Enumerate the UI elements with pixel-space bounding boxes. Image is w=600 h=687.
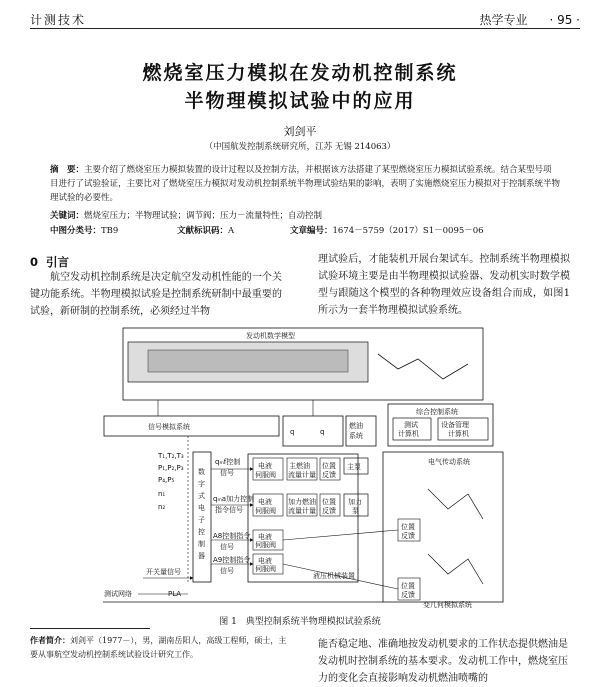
clc bbox=[50, 224, 118, 236]
link-5 bbox=[283, 530, 398, 540]
main-fuel-l1: 主燃油 bbox=[289, 462, 310, 470]
column-name: 热学专业 bbox=[479, 13, 528, 27]
body-left bbox=[30, 269, 282, 320]
page-number: · 95 · bbox=[549, 13, 580, 27]
doc-code bbox=[177, 224, 234, 236]
section-number: 0 bbox=[30, 255, 39, 269]
pos-1-l2: 反馈 bbox=[322, 471, 336, 479]
ctrl-c4: 电 bbox=[198, 504, 205, 512]
clc-label: 中图分类号： bbox=[50, 226, 102, 236]
qma-ctrl-2: 指令信号 bbox=[215, 506, 243, 514]
ab-pump-l1: 加力 bbox=[348, 498, 362, 506]
keywords-label: 关键词： bbox=[50, 211, 85, 221]
title-line-2: 半物理模拟试验中的应用 bbox=[184, 90, 416, 112]
keywords bbox=[50, 209, 322, 221]
section-title: 引言 bbox=[46, 255, 70, 269]
hydraulic-label: 液压机械装置 bbox=[313, 572, 355, 580]
link-6 bbox=[283, 564, 398, 589]
abstract bbox=[50, 163, 560, 205]
author: 刘剑平 bbox=[283, 125, 317, 138]
integrated-label: 综合控制系统 bbox=[416, 408, 458, 416]
valve-4-l2: 伺服阀 bbox=[255, 565, 276, 573]
test-computer-l2: 计算机 bbox=[398, 430, 419, 438]
figure-caption: 图 1 典型控制系统半物理模拟试验系统 bbox=[219, 617, 381, 627]
sig-1: T₁,T₂,T₃ bbox=[158, 452, 184, 460]
ctrl-c5: 子 bbox=[198, 516, 205, 524]
engine-core bbox=[148, 350, 348, 372]
body-bottom-text: 能否稳定地、准确地按发动机要求的工作状态提供燃油是发动机时控制系统的基本要求。发动机工作中，燃烧室压力的变化会直接影响发动机燃油喷嘴的 bbox=[318, 639, 568, 684]
keywords-text: 燃烧室压力；半物理试验；调节阀；压力－流量特性；自动控制 bbox=[84, 211, 323, 221]
article-number bbox=[290, 224, 484, 236]
section-heading bbox=[30, 254, 69, 270]
qmf-label-1: q bbox=[290, 428, 295, 436]
ab-fuel-l1: 加力燃油 bbox=[288, 498, 316, 506]
sig-3: P₄,P₅ bbox=[158, 476, 175, 484]
body-left-text: 航空发动机控制系统是决定航空发动机性能的一个关键功能系统。半物理模拟试验是控制系统研制中最重要的试验，新研制的控制系统，必须经过半物 bbox=[30, 272, 282, 317]
ctrl-c1: 数 bbox=[198, 468, 205, 476]
valve-1-l2: 伺服阀 bbox=[255, 471, 276, 479]
body-bottom-right bbox=[318, 636, 570, 687]
valve-2-l1: 电液 bbox=[258, 498, 272, 506]
page-header bbox=[30, 10, 580, 29]
qmf-ctrl-1: qₘf控制 bbox=[215, 458, 241, 466]
signal-sim-label: 信号模拟系统 bbox=[148, 423, 190, 431]
electric-label: 电气传动系统 bbox=[428, 458, 470, 466]
pos-3-l1: 位置 bbox=[401, 523, 415, 531]
qmf-ctrl-2: 信号 bbox=[220, 469, 234, 477]
engine-model-label: 发动机数学模型 bbox=[246, 332, 295, 340]
switch-label: 开关量信号 bbox=[146, 568, 181, 576]
sig-2: P₁,P₂,P₃ bbox=[158, 464, 184, 472]
abstract-label: 摘 要： bbox=[50, 165, 85, 175]
ab-pump-l2: 泵 bbox=[352, 507, 359, 515]
actuator-1 bbox=[428, 489, 483, 519]
valve-2-l2: 伺服阀 bbox=[255, 507, 276, 515]
footnote-label: 作者简介： bbox=[30, 636, 70, 645]
pos-4-l1: 位置 bbox=[401, 582, 415, 590]
a9-ctrl-2: 信号 bbox=[220, 567, 234, 575]
equip-computer-l2: 计算机 bbox=[448, 430, 469, 438]
header-right bbox=[457, 11, 580, 28]
system-diagram bbox=[98, 324, 510, 614]
engine-linkage bbox=[378, 354, 468, 379]
pos-3-l2: 反馈 bbox=[401, 532, 415, 540]
doc-value: A bbox=[228, 226, 235, 236]
title-line-1: 燃烧室压力模拟在发动机控制系统 bbox=[142, 62, 458, 84]
ctrl-c8: 器 bbox=[198, 552, 205, 560]
pos-2-l2: 反馈 bbox=[322, 507, 336, 515]
journal-name: 计测技术 bbox=[30, 13, 87, 27]
a8-ctrl-1: A8控制指令 bbox=[213, 532, 251, 540]
footnote-text: 刘剑平（1977－），男，湖南岳阳人，高级工程师，硕士，主要从事航空发动机控制系统试验设计研究工作。 bbox=[30, 636, 287, 659]
pos-1-l1: 位置 bbox=[322, 462, 336, 470]
abstract-text: 主要介绍了燃烧室压力模拟装置的设计过程以及控制方法，并根据该方法搭建了某型燃烧室压力模拟试验系统。结合某型号项目进行了试验验证，主要比对了燃烧室压力模拟对发动机控制系统半物理试验结果的影响，表明了实施燃烧室压力模拟对于控制系统半物理试验的必要性。 bbox=[50, 165, 561, 203]
fuel-system-label-2: 系统 bbox=[349, 432, 363, 440]
ctrl-c6: 控 bbox=[198, 528, 205, 536]
fuel-system-label-1: 燃油 bbox=[349, 422, 363, 430]
signal-sim-box bbox=[104, 416, 279, 436]
valve-1-l1: 电液 bbox=[258, 462, 272, 470]
ctrl-c2: 字 bbox=[198, 480, 205, 488]
ctrl-c7: 制 bbox=[198, 540, 205, 548]
pla-label: PLA bbox=[168, 590, 182, 598]
clc-value: TB9 bbox=[101, 226, 119, 236]
pos-4-l2: 反馈 bbox=[401, 591, 415, 599]
qma-ctrl-1: qₘa加力控制 bbox=[213, 495, 255, 503]
valve-3-l1: 电液 bbox=[258, 533, 272, 541]
fuel-system-box bbox=[346, 416, 376, 446]
footnote-rule bbox=[30, 628, 150, 629]
sig-4: n₁ bbox=[158, 490, 166, 498]
footnote bbox=[30, 634, 288, 662]
main-pump-label: 主泵 bbox=[347, 463, 361, 471]
a9-ctrl-1: A9控制指令 bbox=[213, 556, 251, 564]
valve-4-l1: 电液 bbox=[258, 557, 272, 565]
qmf-label-2: q bbox=[320, 428, 325, 436]
doc-label: 文献标识码： bbox=[177, 226, 229, 236]
sig-5: n₂ bbox=[158, 503, 166, 511]
actuator-2 bbox=[428, 554, 483, 584]
article-label: 文章编号： bbox=[290, 226, 333, 236]
body-right bbox=[318, 251, 570, 319]
valve-3-l2: 伺服阀 bbox=[255, 541, 276, 549]
figure-1 bbox=[98, 324, 510, 614]
pos-2-l1: 位置 bbox=[322, 498, 336, 506]
nozzle-label: 变几何模拟系统 bbox=[423, 601, 472, 609]
main-fuel-l2: 流量计量 bbox=[288, 471, 316, 479]
ctrl-c3: 式 bbox=[198, 492, 205, 500]
ab-fuel-l2: 流量计量 bbox=[288, 507, 316, 515]
affiliation: （中国航发控制系统研究所，江苏 无锡 214063） bbox=[204, 142, 396, 152]
article-value: 1674－5759（2017）S1－0095－06 bbox=[332, 226, 484, 236]
net-label: 测试网络 bbox=[104, 590, 132, 598]
equip-computer-l1: 设备管理 bbox=[441, 421, 469, 429]
a8-ctrl-2: 信号 bbox=[220, 543, 234, 551]
body-right-text: 理试验后，才能装机开展台架试车。控制系统半物理模拟试验环境主要是由半物理模拟试验器、发动机实时数学模型与跟随这个模型的各种物理效应设备组合而成，如图1所示为一套半物理模拟试验系统。 bbox=[318, 254, 570, 316]
test-computer-l1: 测试 bbox=[404, 421, 418, 429]
